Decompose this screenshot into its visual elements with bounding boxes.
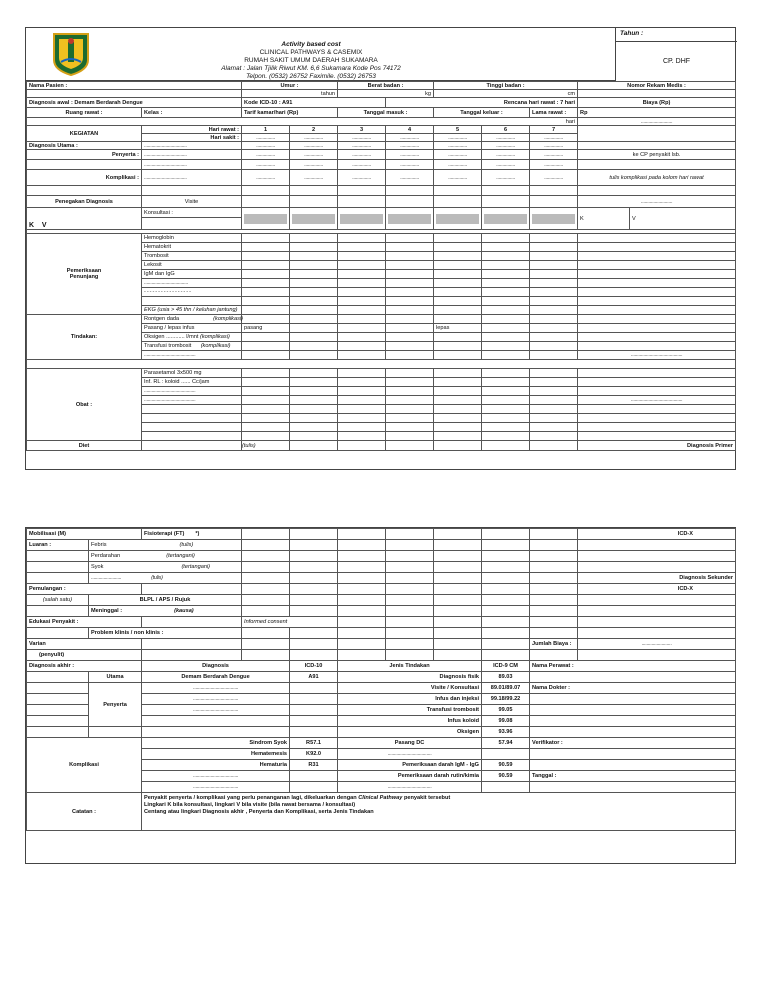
- diagnosis-akhir-label: Diagnosis akhir :: [27, 661, 142, 672]
- obat-label: Obat :: [27, 369, 142, 441]
- hari-rawat-label: Hari rawat :: [142, 126, 242, 134]
- diagnosis-utama-label: Diagnosis Utama :: [27, 142, 142, 150]
- lab-hematokrit: Hematokrit: [142, 243, 242, 252]
- perdarahan-row: Perdarahan (tertangani): [89, 551, 242, 562]
- proc-1-name[interactable]: Visite / Konsultasi: [338, 683, 482, 694]
- activity-label: Activity based cost: [281, 41, 341, 48]
- proc-5-code: 93.96: [482, 727, 530, 738]
- varian-label: Varian: [27, 639, 142, 650]
- diagnosis-sekunder-label: Diagnosis Sekunder: [578, 573, 736, 584]
- day-7: 7: [530, 126, 578, 134]
- febris-row: Febris (tulis): [89, 540, 242, 551]
- diet-label: Diet: [27, 441, 142, 451]
- jumlah-biaya-label: Jumlah Biaya :: [530, 639, 578, 650]
- syok-row: Syok (tertangani): [89, 562, 242, 573]
- hari-unit: hari: [27, 118, 578, 126]
- kg-unit: kg: [338, 90, 434, 98]
- tahun-unit: tahun: [242, 90, 338, 98]
- tanggal-keluar-label[interactable]: Tanggal keluar :: [434, 108, 530, 118]
- diag-hematemesis[interactable]: Hematemesis: [142, 749, 290, 760]
- ke-cp-note: ke CP penyakit lsb.: [578, 150, 736, 160]
- col-jenis-tindakan: Jenis Tindakan: [338, 661, 482, 672]
- lab-hemoglobin: Hemoglobin: [142, 234, 242, 243]
- proc-1-code: 89.01/89.07: [482, 683, 530, 694]
- ekg-row: EKG (usia > 45 thn / keluhan jantung): [142, 306, 242, 315]
- lab-lekosit: Lekosit: [142, 261, 242, 270]
- pathway-table: Nama Pasien : Umur : Berat badan : Tinggi badan : Nomor Rekam Medis : tahun kg cm Diagnosis awal : Demam Berdarah Dengue Kode ICD-10 : A91 Rencana hari rawat : 7 hari Biaya (Rp) Ruang rawat : Kelas : Tarif kamar/hari (Rp) Tanggal masuk : Tanggal keluar : Lama rawat : Rp hari ......................... KEGIATAN Hari rawat : 1 2 3 4 5 6 7 Hari sakit : ............... ............... ............... ............... ............... ............... ............... Diagnosis Utama : .................................. ............... ............... ............... ............... ............... ............... ............... Penyerta : .................................. ............... ............... ............... ............... ............... ............... ............... ke CP penyakit lsb. .................................. ............... ............... ............... ............... ............... ............... ............... Komplikasi : .................................. ............... ............... ............... ............... ............... ............... ............... tulis komplikasi pada kolom hari rawat Penegakan Diagnosis Visite ......................... K V Konsultasi : K V Pemeriksaan Penunjang Hemoglobin Hematokrit Trombosit Lekosit IgM dan IgG ................................... - - - - - - - - - - - - - - - - - EKG (usia > 45 thn / keluhan jantung) Tindakan: Rontgen dada (komplikasi) Pasang / lepas infus pasang lepas Oksigen ............ l/mnt (komplikasi) Transfusi trombosit (komplikasi) ......................................... ......................................... Obat : Parasetamol 3x500 mg Inf. RL : koloid ...... Cc/jam ......................................... ......................................... ......................................... Diet (tulis) Diagnosis Primer: [26, 81, 736, 451]
- proc-3-code: 99.05: [482, 705, 530, 716]
- meninggal-row[interactable]: Meninggal : (kausa): [89, 606, 242, 617]
- col-diagnosis: Diagnosis: [142, 661, 290, 672]
- cm-unit: cm: [434, 90, 578, 98]
- proc-2-name[interactable]: Infus dan injeksi: [338, 694, 482, 705]
- diag-hematuria[interactable]: Hematuria: [142, 760, 290, 771]
- icd-k92: K92.0: [290, 749, 338, 760]
- pasang-mark: pasang: [242, 324, 290, 333]
- day-1: 1: [242, 126, 290, 134]
- diagnosis-primer-label: Diagnosis Primer: [578, 441, 736, 451]
- rontgen-row: Rontgen dada (komplikasi): [142, 315, 242, 324]
- lepas-mark: lepas: [434, 324, 482, 333]
- col-icd9: ICD-9 CM: [482, 661, 530, 672]
- hospital-name: RUMAH SAKIT UMUM DAERAH SUKAMARA: [244, 57, 378, 64]
- proc-4-code: 99.08: [482, 716, 530, 727]
- pemulangan-label: Pemulangan :: [27, 584, 142, 595]
- diag-sindrom-syok[interactable]: Sindrom Syok: [142, 738, 290, 749]
- hospital-logo-icon: [52, 32, 90, 76]
- v-box[interactable]: V: [630, 208, 736, 230]
- konsultasi-label: Konsultasi :: [142, 208, 242, 218]
- proc-6-name[interactable]: Pasang DC: [338, 738, 482, 749]
- lab-igm-igg: IgM dan IgG: [142, 270, 242, 279]
- proc-6-code: 57.94: [482, 738, 530, 749]
- visite-label: Visite: [142, 196, 242, 208]
- oksigen-row: Oksigen ............ l/mnt (komplikasi): [142, 333, 242, 342]
- cp-code: CP. DHF: [662, 58, 691, 65]
- proc-5-name[interactable]: Oksigen: [338, 727, 482, 738]
- proc-4-name[interactable]: Infus koloid: [338, 716, 482, 727]
- clinical-pathway-form-page-2: [25, 527, 736, 864]
- catatan-notes: Penyakit penyerta / komplikasi yang perlu penanganan lagi, dikeluarkan dengan Clinical Pathway penyakit tersebut Lingkari K bila konsultasi, lingkari V bila visite (bila rawat bersama / konsultasi) Centang atau lingkari Diagnosis akhir , Penyerta dan Komplikasi, serta Jenis Tindakan: [142, 793, 736, 831]
- day-2: 2: [290, 126, 338, 134]
- diagnosis-awal: Diagnosis awal : Demam Berdarah Dengue: [27, 98, 242, 108]
- kelas-label[interactable]: Kelas :: [142, 108, 242, 118]
- proc-0-code: 89.03: [482, 672, 530, 683]
- umur-label[interactable]: Umur :: [242, 82, 338, 90]
- kegiatan-header: KEGIATAN: [27, 126, 142, 142]
- rp-label: Rp: [578, 108, 736, 118]
- infus-row: Pasang / lepas infus: [142, 324, 242, 333]
- tulis-komplikasi-note: tulis komplikasi pada kolom hari rawat: [578, 170, 736, 186]
- kode-icd: Kode ICD-10 : A91: [242, 98, 386, 108]
- form-header: [26, 28, 616, 81]
- proc-igm-code: 90.59: [482, 760, 530, 771]
- icd-x-label-2: ICD-X: [578, 584, 736, 595]
- nama-dokter-label: Nama Dokter :: [530, 683, 736, 694]
- icd-r31: R31: [290, 760, 338, 771]
- proc-0-name[interactable]: Diagnosis fisik: [338, 672, 482, 683]
- hospital-address: Alamat : Jalan Tjilik Riwut KM. 6,6 Sukamara Kode Pos 74172: [221, 65, 401, 72]
- kv-label: K V: [27, 208, 142, 230]
- ruang-rawat-label[interactable]: Ruang rawat :: [27, 108, 142, 118]
- utama-label: Utama: [89, 672, 142, 683]
- tarif-label[interactable]: Tarif kamar/hari (Rp): [242, 108, 338, 118]
- day-4: 4: [386, 126, 434, 134]
- catatan-label: Catatan :: [27, 793, 142, 831]
- verifikator-label: Verifikator :: [530, 738, 736, 749]
- parasetamol-row: Parasetamol 3x500 mg: [142, 369, 242, 378]
- proc-igm[interactable]: Pemeriksaan darah IgM - IgG: [338, 760, 482, 771]
- luaran-label: Luaran :: [27, 540, 89, 551]
- proc-2-code: 99.18/99.22: [482, 694, 530, 705]
- col-icd10: ICD-10: [290, 661, 338, 672]
- rekam-medis-label[interactable]: Nomor Rekam Medis :: [578, 82, 736, 90]
- proc-rutin[interactable]: Pemeriksaan darah rutin/kimia: [338, 771, 482, 782]
- tindakan-label: Tindakan:: [27, 315, 142, 360]
- day-3: 3: [338, 126, 386, 134]
- tanggal-masuk-label[interactable]: Tanggal masuk :: [338, 108, 434, 118]
- berat-label[interactable]: Berat badan :: [338, 82, 434, 90]
- fisioterapi-label: Fisioterapi (FT) *): [142, 529, 242, 540]
- lama-rawat-label[interactable]: Lama rawat :: [530, 108, 578, 118]
- penyerta-label: Penyerta :: [27, 150, 142, 160]
- tanggal-label: Tanggal :: [530, 771, 736, 782]
- icd-r57: R57.1: [290, 738, 338, 749]
- penyulit-label: (penyulit): [27, 650, 142, 661]
- proc-rutin-code: 90.59: [482, 771, 530, 782]
- clinical-pathway-form-page-1: [25, 27, 736, 470]
- outcome-table: Mobilisasi (M) Fisioterapi (FT) *) ICD-X Luaran : Febris (tulis) Perdarahan (tertangani) Syok (tertangani) ........................ (tulis) Diagnosis Sekunder Pemulangan : ICD-X (salah satu) BLPL / APS / Rujuk Meninggal : (kausa) Edukasi Penyakit : Informed consent Problem klinis / non klinis : Varian Jumlah Biaya : ........................ (penyulit) Diagnosis akhir : Diagnosis ICD-10 Jenis Tindakan ICD-9 CM Nama Perawat : Utama Demam Berdarah Dengue A91 Diagnosis fisik 89.03 Penyerta .................................... Visite / Konsultasi 89.01/89.07 Nama Dokter : .................................... Infus dan injeksi 99.18/99.22 .................................... Transfusi trombosit 99.05 Infus koloid 99.08 Oksigen 93.96 Komplikasi Sindrom Syok R57.1 Pasang DC 57.94 Verifikator : Hematemesis K92.0 ................................... Hematuria R31 Pemeriksaan darah IgM - IgG 90.59 .................................... Pemeriksaan darah rutin/kimia 90.59 Tanggal : .................................... ................................... Catatan : Penyakit penyerta / komplikasi yang perlu penanganan lagi, dikeluarkan dengan Clinical Pathway penyakit tersebut Lingkari K bila konsultasi, lingkari V bila visite (bila rawat bersama / konsultasi) Centang atau lingkari Diagnosis akhir , Penyerta dan Komplikasi, serta Jenis Tindakan: [26, 528, 736, 831]
- blpl-option[interactable]: BLPL / APS / Rujuk: [89, 595, 242, 606]
- proc-3-name[interactable]: Transfusi trombosit: [338, 705, 482, 716]
- informed-consent: Informed consent: [242, 617, 338, 628]
- diag-dbd[interactable]: Demam Berdarah Dengue: [142, 672, 290, 683]
- tahun-label: Tahun :: [616, 28, 737, 42]
- pemeriksaan-penunjang-label: Pemeriksaan Penunjang: [27, 234, 142, 315]
- hospital-phone: Telpon. (0532) 26752 Faximile. (0532) 26753: [246, 73, 376, 80]
- day-6: 6: [482, 126, 530, 134]
- biaya-label: Biaya (Rp): [578, 98, 736, 108]
- biaya-dots[interactable]: .........................: [578, 118, 736, 126]
- mobilisasi-label: Mobilisasi (M): [27, 529, 142, 540]
- day-5: 5: [434, 126, 482, 134]
- lab-trombosit: Trombosit: [142, 252, 242, 261]
- icd-x-label-1: ICD-X: [578, 529, 736, 540]
- penegakan-diagnosis-label: Penegakan Diagnosis: [27, 196, 142, 208]
- edukasi-label: Edukasi Penyakit :: [27, 617, 142, 628]
- icd-a91: A91: [290, 672, 338, 683]
- form-title: CLINICAL PATHWAYS & CASEMIX: [259, 49, 363, 56]
- transfusi-row: Transfusi trombosit (komplikasi): [142, 342, 242, 351]
- salah-satu-note: (salah satu): [27, 595, 89, 606]
- nama-perawat-label: Nama Perawat :: [530, 661, 736, 672]
- penyerta-label: Penyerta: [89, 683, 142, 727]
- komplikasi-label: Komplikasi: [27, 738, 142, 793]
- nama-pasien-label[interactable]: Nama Pasien :: [27, 82, 242, 90]
- tinggi-label[interactable]: Tinggi badan :: [434, 82, 578, 90]
- k-box[interactable]: K: [578, 208, 630, 230]
- hari-sakit-label: Hari sakit :: [142, 134, 242, 142]
- rencana-rawat: Rencana hari rawat : 7 hari: [386, 98, 578, 108]
- komplikasi-label: Komplikasi :: [27, 170, 142, 186]
- problem-klinis-label: Problem klinis / non klinis :: [89, 628, 242, 639]
- infus-rl-row: Inf. RL : koloid ...... Cc/jam: [142, 378, 242, 387]
